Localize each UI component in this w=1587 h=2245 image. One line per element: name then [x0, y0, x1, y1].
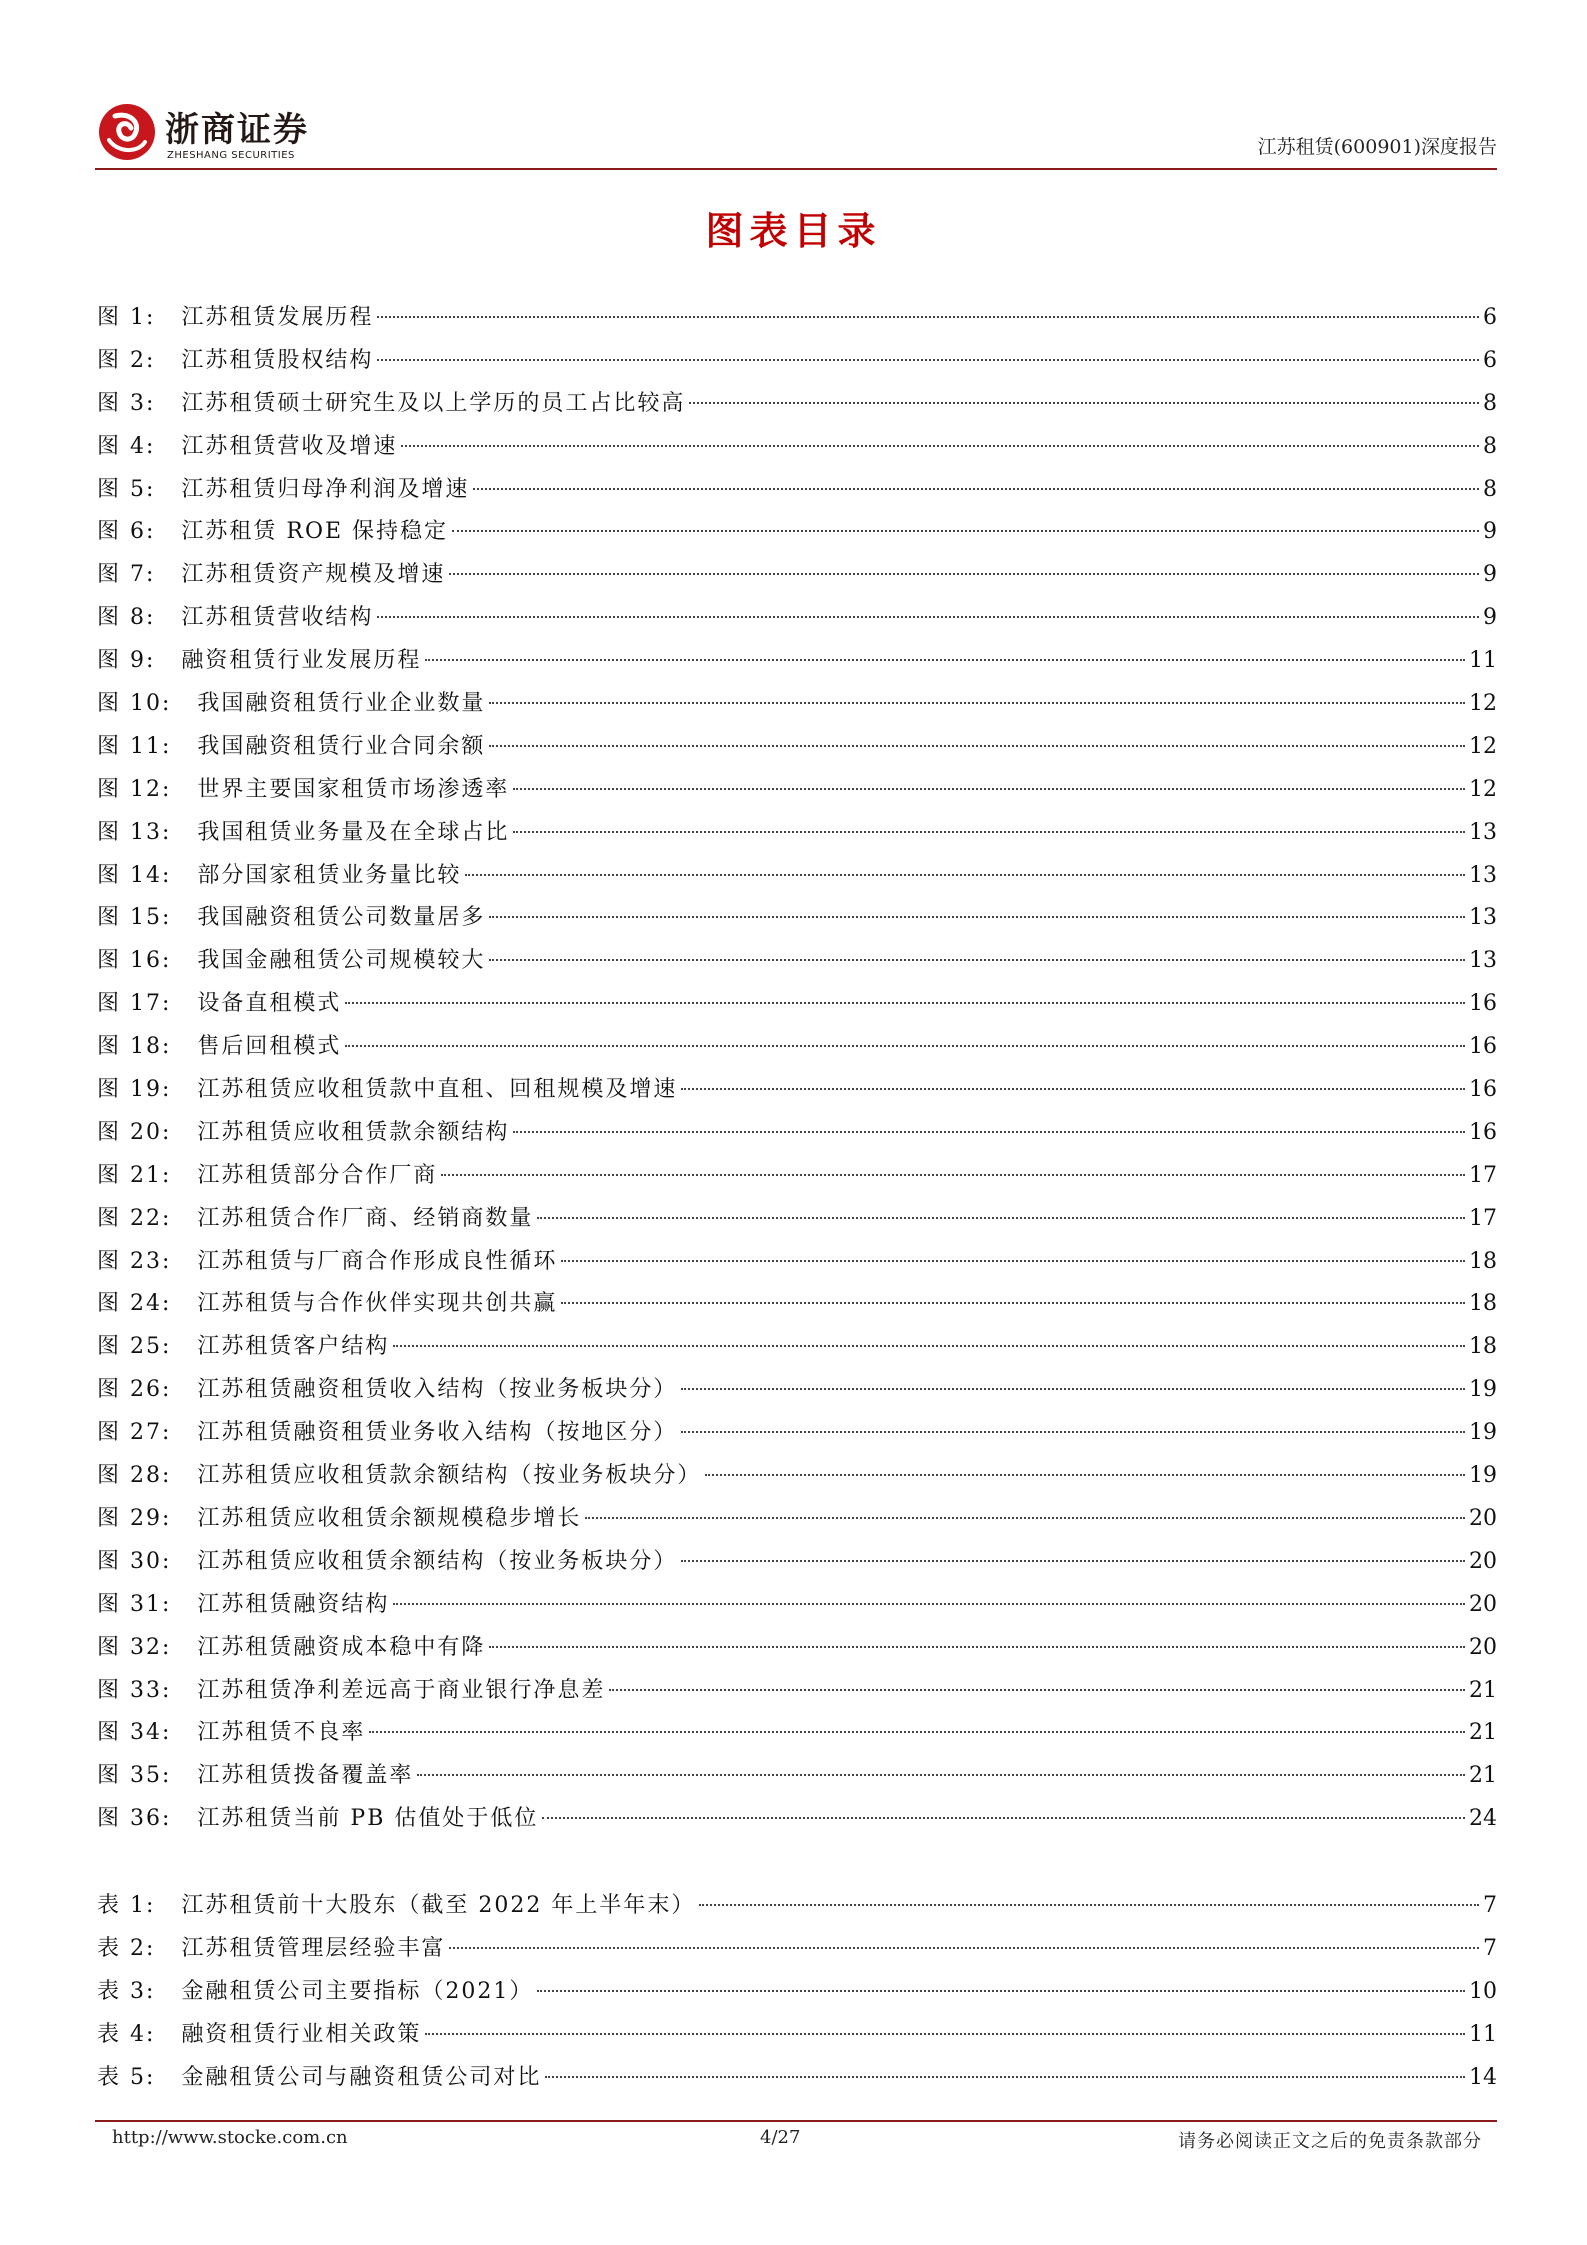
entry-label: 表 4: [97, 2021, 156, 2047]
dot-leader [489, 700, 1465, 704]
entry-name: 江苏租赁净利差远高于商业银行净息差 [197, 1677, 606, 1703]
entry-text [97, 1541, 677, 1584]
dot-leader [441, 1172, 1465, 1176]
entry-page: 14 [1469, 2064, 1497, 2090]
dot-leader [452, 528, 1479, 532]
entry-page: 7 [1483, 1893, 1497, 1919]
entry-text [97, 1798, 538, 1841]
entry-text [97, 1198, 533, 1241]
figure-entry[interactable] [97, 683, 1497, 726]
entry-page: 20 [1469, 1634, 1497, 1660]
entry-text [97, 940, 485, 983]
entry-name: 江苏租赁管理层经验丰富 [181, 1935, 446, 1961]
dot-leader [681, 1386, 1465, 1390]
entry-page: 11 [1469, 2021, 1497, 2047]
figure-entry[interactable] [97, 1112, 1497, 1155]
figure-entry[interactable] [97, 1069, 1497, 1112]
entry-name: 江苏租赁股权结构 [181, 347, 374, 373]
entry-text [97, 897, 485, 940]
entry-name: 江苏租赁前十大股东（截至 2022 年上半年末） [181, 1893, 696, 1919]
entry-page: 16 [1469, 1077, 1497, 1103]
zheshang-logo-icon [95, 102, 159, 162]
figure-entry[interactable] [97, 812, 1497, 855]
entry-name: 江苏租赁融资结构 [197, 1591, 390, 1617]
entry-label: 图 4: [97, 433, 156, 459]
entry-text [97, 297, 373, 340]
entry-text [97, 2014, 421, 2057]
figure-entry[interactable] [97, 1369, 1497, 1412]
entry-name: 我国融资租赁公司数量居多 [197, 905, 486, 931]
entry-label: 图 29: [97, 1505, 172, 1531]
entry-label: 图 27: [97, 1420, 172, 1446]
entry-name: 世界主要国家租赁市场渗透率 [197, 776, 510, 802]
entry-text [97, 640, 421, 683]
entry-name: 江苏租赁融资成本稳中有降 [197, 1634, 486, 1660]
dot-leader [369, 1729, 1465, 1733]
dot-leader [473, 486, 1479, 490]
entry-text [97, 1241, 557, 1284]
entry-text [97, 2057, 541, 2100]
entry-text [97, 383, 685, 426]
entry-text [97, 1283, 557, 1326]
entry-text [97, 1412, 677, 1455]
dot-leader [401, 443, 1479, 447]
entry-name: 江苏租赁应收租赁款余额结构 [197, 1119, 510, 1145]
entry-text [97, 1670, 605, 1713]
figure-entry[interactable] [97, 297, 1497, 340]
entry-label: 图 18: [97, 1034, 172, 1060]
entry-label: 图 17: [97, 991, 172, 1017]
figure-entry[interactable] [97, 940, 1497, 983]
dot-leader [377, 314, 1479, 318]
entry-text [97, 511, 448, 554]
logo-english-text: ZHESHANG SECURITIES [167, 150, 295, 161]
entry-label: 图 34: [97, 1720, 172, 1746]
entry-text [97, 769, 509, 812]
entry-page: 16 [1469, 1034, 1497, 1060]
entry-text [97, 1069, 677, 1112]
figure-entry[interactable] [97, 1283, 1497, 1326]
entry-page: 8 [1483, 433, 1497, 459]
table-entry[interactable] [97, 1971, 1497, 2014]
entry-label: 图 11: [97, 733, 172, 759]
entry-page: 13 [1469, 819, 1497, 845]
figure-entry[interactable] [97, 1541, 1497, 1584]
figure-entry[interactable] [97, 1627, 1497, 1670]
entry-name: 金融租赁公司与融资租赁公司对比 [181, 2064, 542, 2090]
entry-name: 我国融资租赁行业企业数量 [197, 691, 486, 717]
entry-name: 江苏租赁拨备覆盖率 [197, 1763, 414, 1789]
entry-text [97, 726, 485, 769]
figure-entry[interactable] [97, 469, 1497, 512]
entry-text [97, 554, 445, 597]
entry-label: 图 8: [97, 605, 156, 631]
dot-leader [681, 1086, 1465, 1090]
entry-name: 江苏租赁与厂商合作形成良性循环 [197, 1248, 558, 1274]
figure-entry[interactable] [97, 1155, 1497, 1198]
figure-entry[interactable] [97, 1198, 1497, 1241]
entry-name: 江苏租赁当前 PB 估值处于低位 [197, 1806, 539, 1832]
entry-name: 我国融资租赁行业合同余额 [197, 733, 486, 759]
entry-name: 江苏租赁应收租赁余额规模稳步增长 [197, 1505, 582, 1531]
entry-label: 图 9: [97, 648, 156, 674]
footer-url-link[interactable]: http://www.stocke.com.cn [112, 2127, 348, 2148]
figure-entry[interactable] [97, 511, 1497, 554]
figure-entry[interactable] [97, 1670, 1497, 1713]
entry-text [97, 1498, 581, 1541]
dot-leader [585, 1515, 1465, 1519]
entry-label: 图 19: [97, 1077, 172, 1103]
entry-text [97, 983, 341, 1026]
footer-divider [95, 2120, 1497, 2122]
dot-leader [513, 786, 1465, 790]
entry-text [97, 1928, 445, 1971]
figure-table-list [97, 297, 1497, 2100]
dot-leader [489, 957, 1465, 961]
entry-label: 图 15: [97, 905, 172, 931]
entry-page: 17 [1469, 1205, 1497, 1231]
entry-label: 图 14: [97, 862, 172, 888]
entry-text [97, 1326, 389, 1369]
entry-label: 图 16: [97, 948, 172, 974]
entry-text [97, 426, 397, 469]
entry-name: 江苏租赁发展历程 [181, 305, 374, 330]
entry-name: 江苏租赁应收租赁余额结构（按业务板块分） [197, 1548, 678, 1574]
entry-page: 9 [1483, 519, 1497, 545]
dot-leader [417, 1772, 1465, 1776]
entry-label: 图 31: [97, 1591, 172, 1617]
figure-entry[interactable] [97, 640, 1497, 683]
dot-leader [425, 657, 1465, 661]
figure-entry[interactable] [97, 340, 1497, 383]
entry-page: 11 [1469, 648, 1497, 674]
entry-text [97, 1627, 485, 1670]
entry-label: 图 21: [97, 1162, 172, 1188]
entry-text [97, 1971, 533, 2014]
entry-page: 9 [1483, 605, 1497, 631]
dot-leader [489, 1644, 1465, 1648]
dot-leader [449, 1945, 1479, 1949]
entry-text [97, 1112, 509, 1155]
dot-leader [542, 1815, 1465, 1819]
dot-leader [425, 2031, 1465, 2035]
table-entry[interactable] [97, 2057, 1497, 2100]
entry-name: 金融租赁公司主要指标（2021） [181, 1978, 534, 2004]
figure-entry[interactable] [97, 855, 1497, 898]
entry-label: 图 36: [97, 1806, 172, 1832]
entry-page: 18 [1469, 1334, 1497, 1360]
figure-entry[interactable] [97, 1798, 1497, 1841]
dot-leader [681, 1558, 1465, 1562]
entry-name: 江苏租赁归母净利润及增速 [181, 476, 470, 502]
dot-leader [393, 1343, 1465, 1347]
entry-label: 图 25: [97, 1334, 172, 1360]
dot-leader [561, 1300, 1465, 1304]
disclaimer-note: 请务必阅读正文之后的免责条款部分 [1178, 2131, 1482, 2152]
dot-leader [689, 400, 1479, 404]
entry-name: 我国金融租赁公司规模较大 [197, 948, 486, 974]
figure-entry[interactable] [97, 897, 1497, 940]
figure-entry[interactable] [97, 1241, 1497, 1284]
page-header [95, 98, 1497, 170]
entry-label: 图 26: [97, 1377, 172, 1403]
dot-leader [345, 1043, 1465, 1047]
figure-entry[interactable] [97, 1755, 1497, 1798]
figure-entry[interactable] [97, 769, 1497, 812]
entry-name: 江苏租赁应收租赁款余额结构（按业务板块分） [197, 1463, 702, 1489]
page-title: 图表目录 [705, 209, 882, 253]
entry-label: 图 23: [97, 1248, 172, 1274]
entry-label: 图 28: [97, 1463, 172, 1489]
section-gap [97, 1841, 1497, 1885]
entry-name: 江苏租赁 ROE 保持稳定 [181, 519, 449, 545]
entry-name: 江苏租赁应收租赁款中直租、回租规模及增速 [197, 1077, 678, 1103]
table-entry[interactable] [97, 2014, 1497, 2057]
figure-entry[interactable] [97, 426, 1497, 469]
entry-page: 16 [1469, 1119, 1497, 1145]
entry-page: 18 [1469, 1248, 1497, 1274]
dot-leader [705, 1472, 1465, 1476]
header-divider [95, 168, 1497, 170]
dot-leader [465, 872, 1465, 876]
entry-name: 部分国家租赁业务量比较 [197, 862, 462, 888]
entry-text [97, 1584, 389, 1627]
dot-leader [699, 1902, 1479, 1906]
entry-name: 江苏租赁资产规模及增速 [181, 562, 446, 588]
entry-name: 设备直租模式 [197, 991, 342, 1017]
entry-name: 江苏租赁与合作伙伴实现共创共赢 [197, 1291, 558, 1317]
figure-entry[interactable] [97, 1584, 1497, 1627]
entry-page: 19 [1469, 1463, 1497, 1489]
entry-label: 图 20: [97, 1119, 172, 1145]
entry-name: 融资租赁行业相关政策 [181, 2021, 422, 2047]
entry-label: 图 33: [97, 1677, 172, 1703]
dot-leader [513, 829, 1465, 833]
entry-page: 13 [1469, 862, 1497, 888]
entry-name: 江苏租赁不良率 [197, 1720, 366, 1746]
entry-page: 19 [1469, 1420, 1497, 1446]
entry-text [97, 855, 461, 898]
table-entry[interactable] [97, 1885, 1497, 1928]
dot-leader [377, 614, 1479, 618]
entry-label: 图 12: [97, 776, 172, 802]
entry-label: 图 10: [97, 691, 172, 717]
entry-name: 江苏租赁融资租赁业务收入结构（按地区分） [197, 1420, 678, 1446]
entry-label: 图 1: [97, 305, 156, 330]
entry-page: 19 [1469, 1377, 1497, 1403]
entry-text [97, 340, 373, 383]
entry-label: 图 24: [97, 1291, 172, 1317]
entry-label: 图 6: [97, 519, 156, 545]
figure-entry[interactable] [97, 1412, 1497, 1455]
entry-label: 表 3: [97, 1978, 156, 2004]
entry-label: 图 5: [97, 476, 156, 502]
entry-page: 16 [1469, 991, 1497, 1017]
figure-entry[interactable] [97, 554, 1497, 597]
figure-entry[interactable] [97, 1326, 1497, 1369]
dot-leader [489, 914, 1465, 918]
entry-page: 20 [1469, 1548, 1497, 1574]
figure-entry[interactable] [97, 1712, 1497, 1755]
entry-name: 江苏租赁营收结构 [181, 605, 374, 631]
entry-name: 江苏租赁硕士研究生及以上学历的员工占比较高 [181, 390, 686, 416]
entry-name: 售后回租模式 [197, 1034, 342, 1060]
entry-page: 9 [1483, 562, 1497, 588]
figure-entry[interactable] [97, 1026, 1497, 1069]
entry-page: 21 [1469, 1677, 1497, 1703]
dot-leader [449, 571, 1479, 575]
entry-page: 20 [1469, 1505, 1497, 1531]
entry-label: 表 5: [97, 2064, 156, 2090]
entry-page: 12 [1469, 733, 1497, 759]
entry-text [97, 597, 373, 640]
entry-label: 图 35: [97, 1763, 172, 1789]
entry-name: 江苏租赁合作厂商、经销商数量 [197, 1205, 534, 1231]
entry-text [97, 683, 485, 726]
dot-leader [377, 357, 1479, 361]
entry-name: 江苏租赁融资租赁收入结构（按业务板块分） [197, 1377, 678, 1403]
entry-name: 江苏租赁客户结构 [197, 1334, 390, 1360]
entry-text [97, 1755, 413, 1798]
dot-leader [489, 743, 1465, 747]
entry-page: 13 [1469, 948, 1497, 974]
entry-text [97, 1885, 695, 1928]
entry-page: 20 [1469, 1591, 1497, 1617]
entry-name: 融资租赁行业发展历程 [181, 648, 422, 674]
figure-entry[interactable] [97, 1498, 1497, 1541]
entry-page: 6 [1483, 347, 1497, 373]
entry-name: 江苏租赁营收及增速 [181, 433, 398, 459]
entry-page: 17 [1469, 1162, 1497, 1188]
figure-entry[interactable] [97, 597, 1497, 640]
entry-label: 图 13: [97, 819, 172, 845]
page-number: 4/27 [760, 2127, 801, 2148]
entry-text [97, 1455, 701, 1498]
entry-text [97, 1155, 437, 1198]
entry-label: 图 3: [97, 390, 156, 416]
entry-page: 12 [1469, 776, 1497, 802]
entry-label: 图 2: [97, 347, 156, 373]
entry-label: 图 30: [97, 1548, 172, 1574]
figure-entry[interactable] [97, 726, 1497, 769]
figure-entry[interactable] [97, 983, 1497, 1026]
dot-leader [345, 1000, 1465, 1004]
entry-page: 24 [1469, 1806, 1497, 1832]
entry-text [97, 469, 469, 512]
entry-text [97, 1026, 341, 1069]
entry-page: 18 [1469, 1291, 1497, 1317]
entry-page: 21 [1469, 1763, 1497, 1789]
entry-page: 10 [1469, 1978, 1497, 2004]
entry-page: 7 [1483, 1935, 1497, 1961]
dot-leader [561, 1258, 1465, 1262]
company-logo [95, 98, 335, 170]
entry-text [97, 812, 509, 855]
dot-leader [393, 1601, 1465, 1605]
figure-entry[interactable] [97, 1455, 1497, 1498]
dot-leader [513, 1129, 1465, 1133]
entry-name: 我国租赁业务量及在全球占比 [197, 819, 510, 845]
entry-text [97, 1712, 365, 1755]
entry-label: 表 1: [97, 1893, 156, 1919]
entry-page: 21 [1469, 1720, 1497, 1746]
entry-label: 表 2: [97, 1935, 156, 1961]
dot-leader [609, 1687, 1465, 1691]
entry-page: 8 [1483, 476, 1497, 502]
table-entry[interactable] [97, 1928, 1497, 1971]
entry-page: 6 [1483, 305, 1497, 330]
entry-page: 8 [1483, 390, 1497, 416]
logo-chinese-text: 浙商证券 [165, 110, 309, 150]
entry-name: 江苏租赁部分合作厂商 [197, 1162, 438, 1188]
entry-page: 13 [1469, 905, 1497, 931]
entry-label: 图 22: [97, 1205, 172, 1231]
figure-entry[interactable] [97, 383, 1497, 426]
dot-leader [537, 1215, 1465, 1219]
report-title: 江苏租赁(600901)深度报告 [1257, 136, 1497, 158]
entry-label: 图 32: [97, 1634, 172, 1660]
dot-leader [681, 1429, 1465, 1433]
entry-label: 图 7: [97, 562, 156, 588]
dot-leader [537, 1988, 1465, 1992]
dot-leader [545, 2074, 1465, 2078]
entry-text [97, 1369, 677, 1412]
entry-page: 12 [1469, 691, 1497, 717]
